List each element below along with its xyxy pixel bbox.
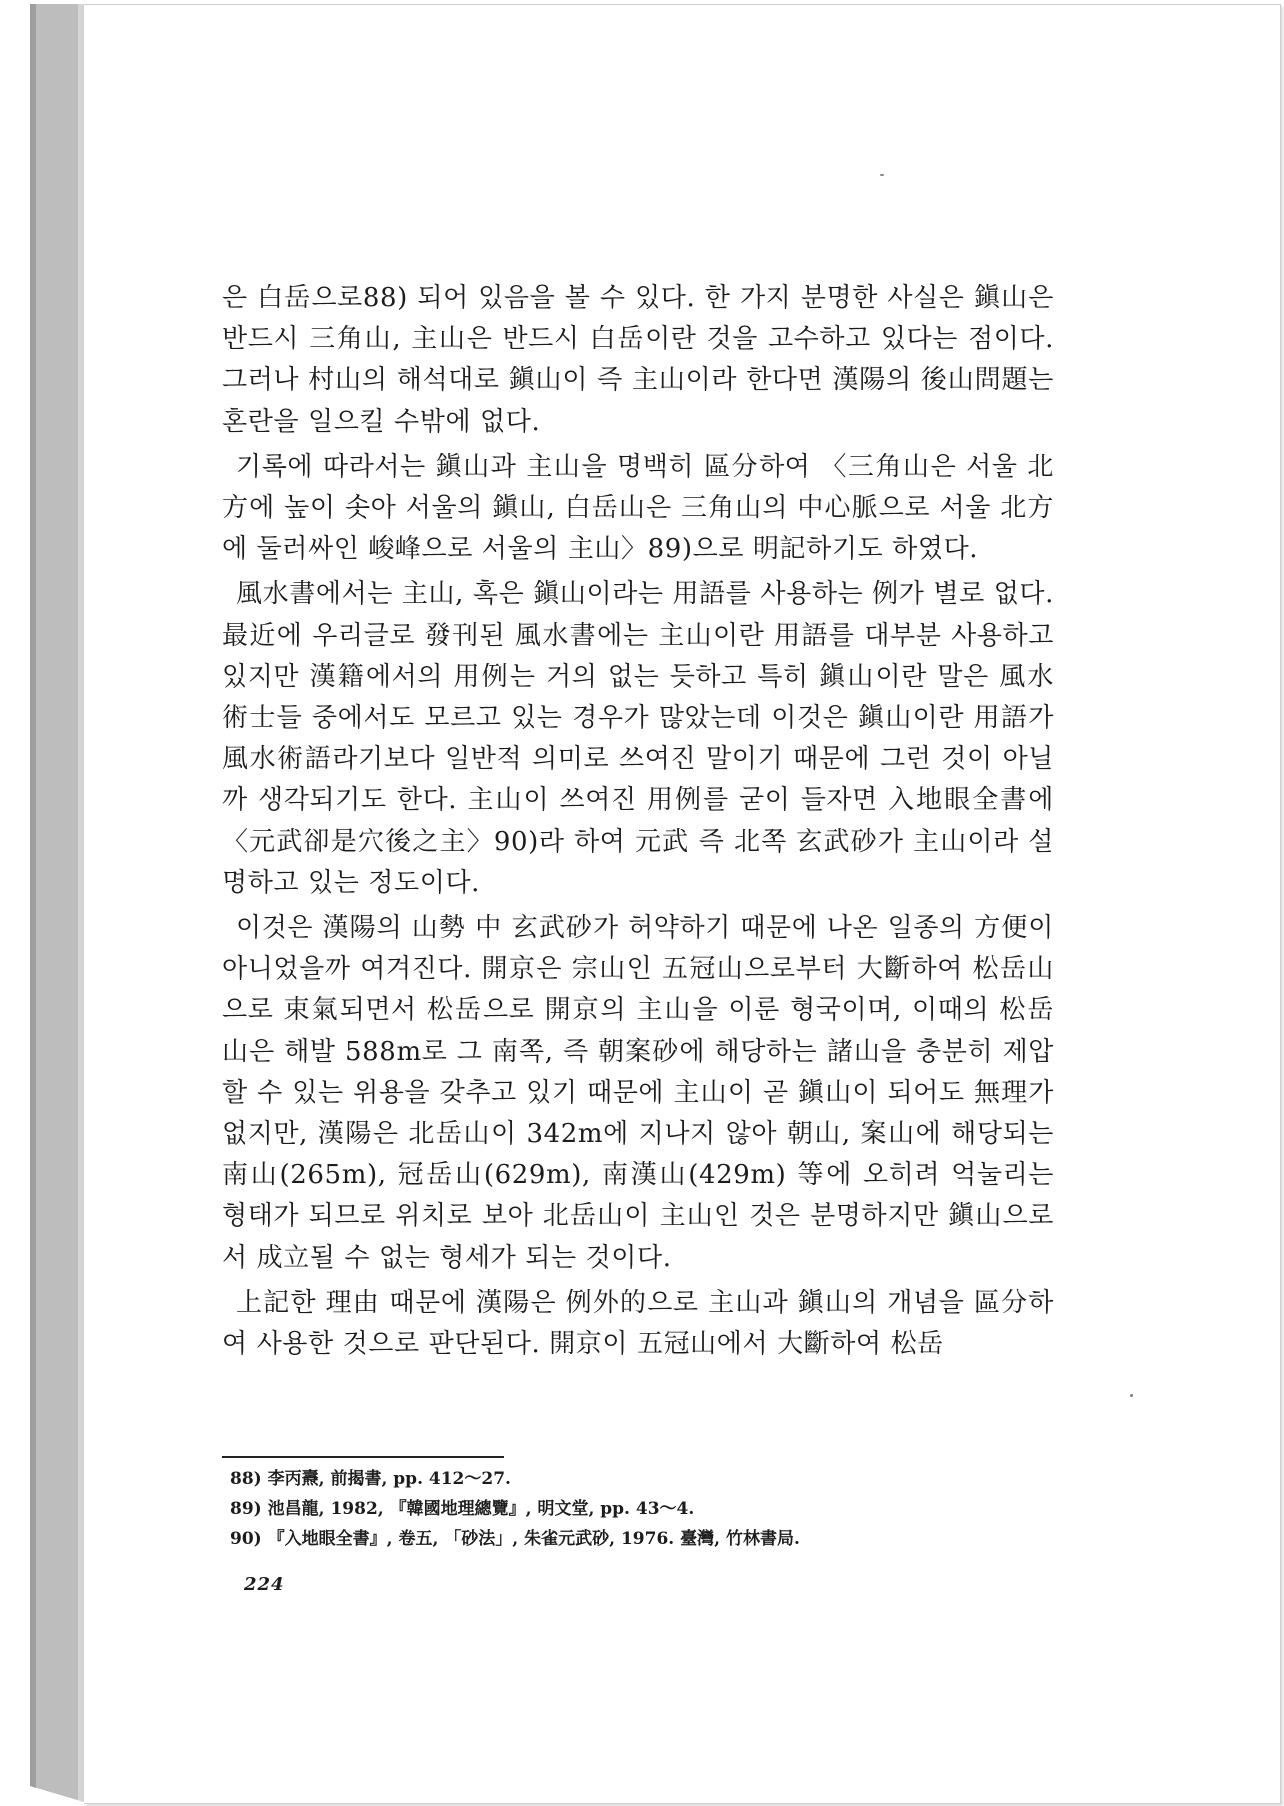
paragraph-5: 上記한 理由 때문에 漢陽은 例外的으로 主山과 鎭山의 개념을 區分하여 사용한 것으로 판단된다. 開京이 五冠山에서 大斷하여 松岳: [222, 1287, 1054, 1360]
page-number: 224: [244, 1574, 285, 1595]
footnote-90: 90) 『入地眼全書』, 卷五, 「砂法」, 朱雀元武砂, 1976. 臺灣, 竹林書局.: [230, 1529, 800, 1549]
footnote-divider: [222, 1456, 504, 1458]
page-speck: [880, 174, 884, 176]
book-spine: [0, 0, 90, 1806]
body-text: [222, 278, 1054, 1369]
footnote-88: 88) 李丙燾, 前揭書, pp. 412～27.: [230, 1469, 511, 1489]
footnotes: [230, 1464, 1050, 1554]
paragraph-4: 이것은 漢陽의 山勢 中 玄武砂가 허약하기 때문에 나온 일종의 方便이 아니었을까 여겨진다. 開京은 宗山인 五冠山으로부터 大斷하여 松岳山으로 束氣되면서 松岳으로 開京의 主山을 이룬 형국이며, 이때의 松岳山은 해발 588m로 그 南쪽, 즉 朝案砂에 해당하는 諸山을 충분히 제압할 수 있는 위용을 갖추고 있기 때문에 主山이 곧 鎭山이 되어도 無理가 없지만, 漢陽은 北岳山이 342m에 지나지 않아 朝山, 案山에 해당되는 南山(265m), 冠岳山(629m), 南漢山(429m) 等에 오히려 억눌리는 형태가 되므로 위치로 보아 北岳山이 主山인 것은 분명하지만 鎭山으로서 成立될 수 없는 형세가 되는 것이다.: [222, 913, 1054, 1273]
paragraph-2: 기록에 따라서는 鎭山과 主山을 명백히 區分하여 〈三角山은 서울 北方에 높이 솟아 서울의 鎭山, 白岳山은 三角山의 中心脈으로 서울 北方에 둘러싸인 峻峰으로 서울의 主山〉89)으로 明記하기도 하였다.: [222, 451, 1054, 565]
footnote-89: 89) 池昌龍, 1982, 『韓國地理總覽』, 明文堂, pp. 43～4.: [230, 1499, 695, 1519]
page-speck: [1130, 1394, 1133, 1397]
paragraph-3: 風水書에서는 主山, 혹은 鎭山이라는 用語를 사용하는 例가 별로 없다. 最近에 우리글로 發刊된 風水書에는 主山이란 用語를 대부분 사용하고 있지만 漢籍에서의 用例는 거의 없는 듯하고 특히 鎭山이란 말은 風水術士들 중에서도 모르고 있는 경우가 많았는데 이것은 鎭山이란 用語가 風水術語라기보다 일반적 의미로 쓰여진 말이기 때문에 그런 것이 아닐까 생각되기도 한다. 主山이 쓰여진 用例를 굳이 들자면 入地眼全書에 〈元武卻是穴後之主〉90)라 하여 元武 즉 北쪽 玄武砂가 主山이라 설명하고 있는 정도이다.: [222, 579, 1054, 898]
paragraph-1: 은 白岳으로88) 되어 있음을 볼 수 있다. 한 가지 분명한 사실은 鎭山은 반드시 三角山, 主山은 반드시 白岳이란 것을 고수하고 있다는 점이다. 그러나 村山의 해석대로 鎭山이 즉 主山이라 한다면 漢陽의 後山問題는 혼란을 일으킬 수밖에 없다.: [222, 283, 1054, 437]
